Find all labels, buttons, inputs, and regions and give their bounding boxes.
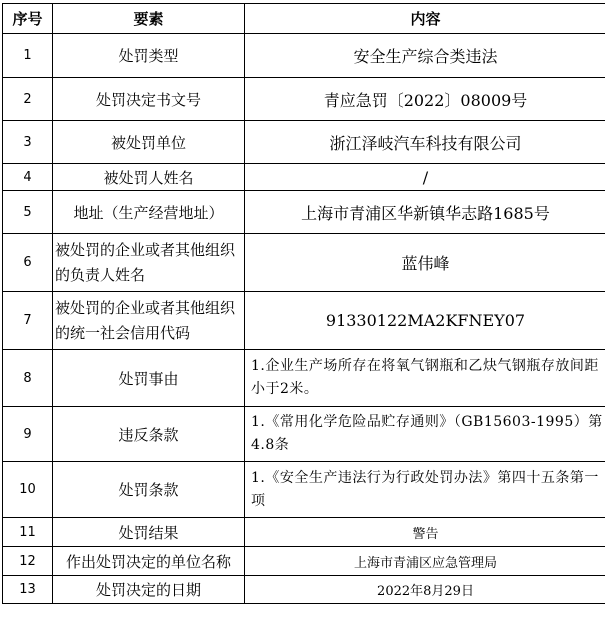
row-item: 处罚事由	[53, 350, 245, 407]
row-no: 10	[3, 462, 53, 518]
row-content: 1.企业生产场所存在将氧气钢瓶和乙炔气钢瓶存放间距小于2米。	[245, 350, 605, 407]
header-no: 序号	[3, 4, 53, 34]
table-row	[3, 518, 605, 547]
row-item: 被处罚的企业或者其他组织的负责人姓名	[53, 234, 245, 292]
row-content: 安全生产综合类违法	[245, 34, 605, 78]
table-row	[3, 547, 605, 576]
row-no: 1	[3, 34, 53, 78]
row-item: 地址（生产经营地址）	[53, 191, 245, 234]
row-content: 浙江泽岐汽车科技有限公司	[245, 121, 605, 164]
row-item: 处罚决定的日期	[53, 576, 245, 604]
row-item: 处罚决定书文号	[53, 78, 245, 121]
row-no: 12	[3, 547, 53, 576]
row-content: 上海市青浦区华新镇华志路1685号	[245, 191, 605, 234]
row-item: 处罚结果	[53, 518, 245, 547]
table-row	[3, 350, 605, 407]
row-content: 上海市青浦区应急管理局	[245, 547, 605, 576]
header-item: 要素	[53, 4, 245, 34]
row-no: 7	[3, 292, 53, 350]
row-item: 被处罚人姓名	[53, 164, 245, 191]
row-content: 蓝伟峰	[245, 234, 605, 292]
table-header-row	[3, 4, 605, 34]
row-item: 处罚条款	[53, 462, 245, 518]
table-row	[3, 34, 605, 78]
row-no: 5	[3, 191, 53, 234]
row-no: 3	[3, 121, 53, 164]
row-item: 处罚类型	[53, 34, 245, 78]
row-item: 被处罚单位	[53, 121, 245, 164]
row-content: 91330122MA2KFNEY07	[245, 292, 605, 350]
table-row	[3, 462, 605, 518]
row-content: 2022年8月29日	[245, 576, 605, 604]
table-row	[3, 407, 605, 462]
penalty-info-table	[2, 3, 605, 604]
row-no: 9	[3, 407, 53, 462]
header-content: 内容	[245, 4, 605, 34]
row-item: 违反条款	[53, 407, 245, 462]
table-row	[3, 292, 605, 350]
row-no: 8	[3, 350, 53, 407]
row-content: /	[245, 164, 605, 191]
table-row	[3, 78, 605, 121]
row-no: 2	[3, 78, 53, 121]
table-row	[3, 576, 605, 604]
table-row	[3, 191, 605, 234]
table-row	[3, 121, 605, 164]
row-content: 1.《安全生产违法行为行政处罚办法》第四十五条第一项	[245, 462, 605, 518]
table-row	[3, 234, 605, 292]
row-no: 13	[3, 576, 53, 604]
row-no: 4	[3, 164, 53, 191]
row-item: 作出处罚决定的单位名称	[53, 547, 245, 576]
row-content: 1.《常用化学危险品贮存通则》（GB15603-1995）第4.8条	[245, 407, 605, 462]
row-no: 11	[3, 518, 53, 547]
row-no: 6	[3, 234, 53, 292]
row-item: 被处罚的企业或者其他组织的统一社会信用代码	[53, 292, 245, 350]
table-row	[3, 164, 605, 191]
row-content: 警告	[245, 518, 605, 547]
row-content: 青应急罚〔2022〕08009号	[245, 78, 605, 121]
